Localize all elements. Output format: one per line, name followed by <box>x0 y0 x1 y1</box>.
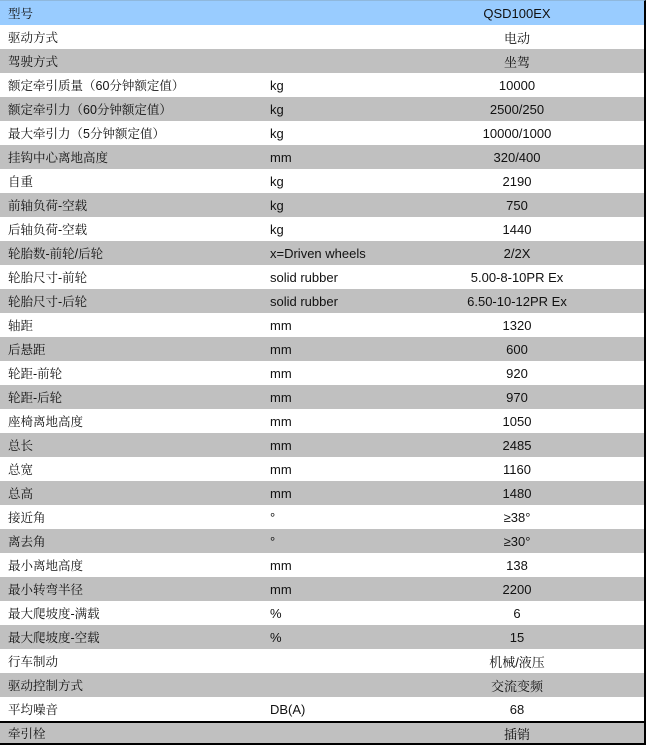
spec-label: 轮胎数-前轮/后轮 <box>8 247 104 261</box>
table-row <box>0 265 644 289</box>
spec-value: 2500/250 <box>489 101 545 117</box>
spec-value: 5.00-8-10PR Ex <box>470 269 564 285</box>
spec-unit: mm <box>270 317 292 333</box>
table-row <box>0 385 644 409</box>
spec-unit: kg <box>270 173 284 189</box>
table-row <box>0 649 644 673</box>
spec-value: 6.50-10-12PR Ex <box>467 293 567 309</box>
spec-value: 1050 <box>502 413 532 429</box>
spec-label: 总宽 <box>8 463 34 477</box>
spec-label: 最大爬坡度-空载 <box>8 631 100 645</box>
spec-value: 坐驾 <box>503 54 530 70</box>
spec-value: 10000/1000 <box>482 125 552 141</box>
table-row <box>0 73 644 97</box>
spec-unit: mm <box>270 149 292 165</box>
table-row <box>0 289 644 313</box>
spec-label: 轴距 <box>8 319 34 333</box>
spec-unit: ° <box>270 533 276 549</box>
table-row <box>0 313 644 337</box>
table-row <box>0 529 644 553</box>
table-row <box>0 1 644 25</box>
spec-label: 后悬距 <box>8 343 46 357</box>
spec-unit: mm <box>270 389 292 405</box>
spec-label: 额定牵引力（60分钟额定值） <box>8 103 172 117</box>
spec-label: 额定牵引质量（60分钟额定值） <box>8 79 185 93</box>
spec-value: 138 <box>506 557 528 573</box>
spec-value: 电动 <box>503 30 530 46</box>
spec-unit: mm <box>270 485 292 501</box>
spec-label: 驱动控制方式 <box>8 679 84 693</box>
spec-label: 最小离地高度 <box>8 559 84 573</box>
spec-value: 交流变频 <box>490 678 543 694</box>
spec-value: 970 <box>506 389 528 405</box>
spec-value: 2190 <box>502 173 532 189</box>
spec-value: 2485 <box>502 437 532 453</box>
table-row <box>0 409 644 433</box>
spec-unit: mm <box>270 413 292 429</box>
spec-unit: solid rubber <box>270 293 338 309</box>
spec-value: 15 <box>509 629 525 645</box>
spec-value: ≥38° <box>503 509 531 525</box>
spec-value: 1480 <box>502 485 532 501</box>
spec-label: 自重 <box>8 175 34 189</box>
table-row <box>0 601 644 625</box>
table-row <box>0 337 644 361</box>
spec-value: 68 <box>509 701 525 717</box>
table-row <box>0 433 644 457</box>
table-row <box>0 721 644 745</box>
table-row <box>0 361 644 385</box>
spec-label: 最大爬坡度-满载 <box>8 607 100 621</box>
spec-label: 轮距-前轮 <box>8 367 63 381</box>
spec-unit: x=Driven wheels <box>270 245 366 261</box>
spec-label: 轮距-后轮 <box>8 391 63 405</box>
table-row <box>0 697 644 721</box>
spec-unit: mm <box>270 461 292 477</box>
spec-value: 1160 <box>503 461 531 477</box>
spec-value: 2/2X <box>503 245 531 261</box>
spec-value: 机械/液压 <box>489 654 545 670</box>
spec-value: 750 <box>506 197 528 213</box>
spec-label: 前轴负荷-空载 <box>8 199 88 213</box>
spec-label: 行车制动 <box>8 655 59 669</box>
spec-label: 驾驶方式 <box>8 55 59 69</box>
spec-label: 挂钩中心离地高度 <box>8 151 109 165</box>
spec-unit: % <box>270 629 282 645</box>
table-row <box>0 505 644 529</box>
spec-label: 最小转弯半径 <box>8 583 84 597</box>
spec-value: 320/400 <box>493 149 541 165</box>
spec-label: 座椅离地高度 <box>8 415 84 429</box>
spec-unit: ° <box>270 509 276 525</box>
spec-label: 轮胎尺寸-后轮 <box>8 295 88 309</box>
table-row <box>0 217 644 241</box>
table-row <box>0 241 644 265</box>
table-row <box>0 457 644 481</box>
spec-value: 插销 <box>503 726 530 742</box>
spec-value: 10000 <box>498 77 536 93</box>
table-row <box>0 577 644 601</box>
table-row <box>0 121 644 145</box>
spec-unit: DB(A) <box>270 701 306 717</box>
spec-unit: mm <box>270 581 292 597</box>
spec-label: 总高 <box>8 487 34 501</box>
spec-value: 1440 <box>502 221 532 237</box>
spec-label: 牵引栓 <box>8 727 46 741</box>
spec-unit: solid rubber <box>270 269 338 285</box>
spec-label: 型号 <box>8 7 34 21</box>
table-row <box>0 97 644 121</box>
table-row <box>0 481 644 505</box>
spec-label: 平均噪音 <box>8 703 59 717</box>
spec-unit: kg <box>270 125 284 141</box>
spec-unit: mm <box>270 557 292 573</box>
table-row <box>0 673 644 697</box>
table-row <box>0 553 644 577</box>
spec-label: 后轴负荷-空载 <box>8 223 88 237</box>
spec-value: 1320 <box>502 317 532 333</box>
table-row <box>0 169 644 193</box>
spec-value: 600 <box>506 341 528 357</box>
spec-unit: mm <box>270 365 292 381</box>
spec-unit: kg <box>270 101 284 117</box>
spec-unit: mm <box>270 437 292 453</box>
spec-label: 最大牵引力（5分钟额定值） <box>8 127 165 141</box>
table-row <box>0 193 644 217</box>
spec-label: 离去角 <box>8 535 46 549</box>
spec-value: ≥30° <box>503 533 531 549</box>
spec-unit: kg <box>270 77 284 93</box>
spec-unit: mm <box>270 341 292 357</box>
spec-unit: kg <box>270 221 284 237</box>
spec-value: 2200 <box>502 581 532 597</box>
spec-unit: % <box>270 605 282 621</box>
table-row <box>0 625 644 649</box>
spec-label: 接近角 <box>8 511 46 525</box>
table-row <box>0 49 644 73</box>
spec-unit: kg <box>270 197 284 213</box>
table-row <box>0 25 644 49</box>
table-row <box>0 145 644 169</box>
spec-label: 总长 <box>8 439 34 453</box>
spec-value: 920 <box>506 365 528 381</box>
spec-value: QSD100EX <box>483 5 551 21</box>
spec-label: 轮胎尺寸-前轮 <box>8 271 88 285</box>
spec-label: 驱动方式 <box>8 31 59 45</box>
spec-value: 6 <box>513 605 521 621</box>
